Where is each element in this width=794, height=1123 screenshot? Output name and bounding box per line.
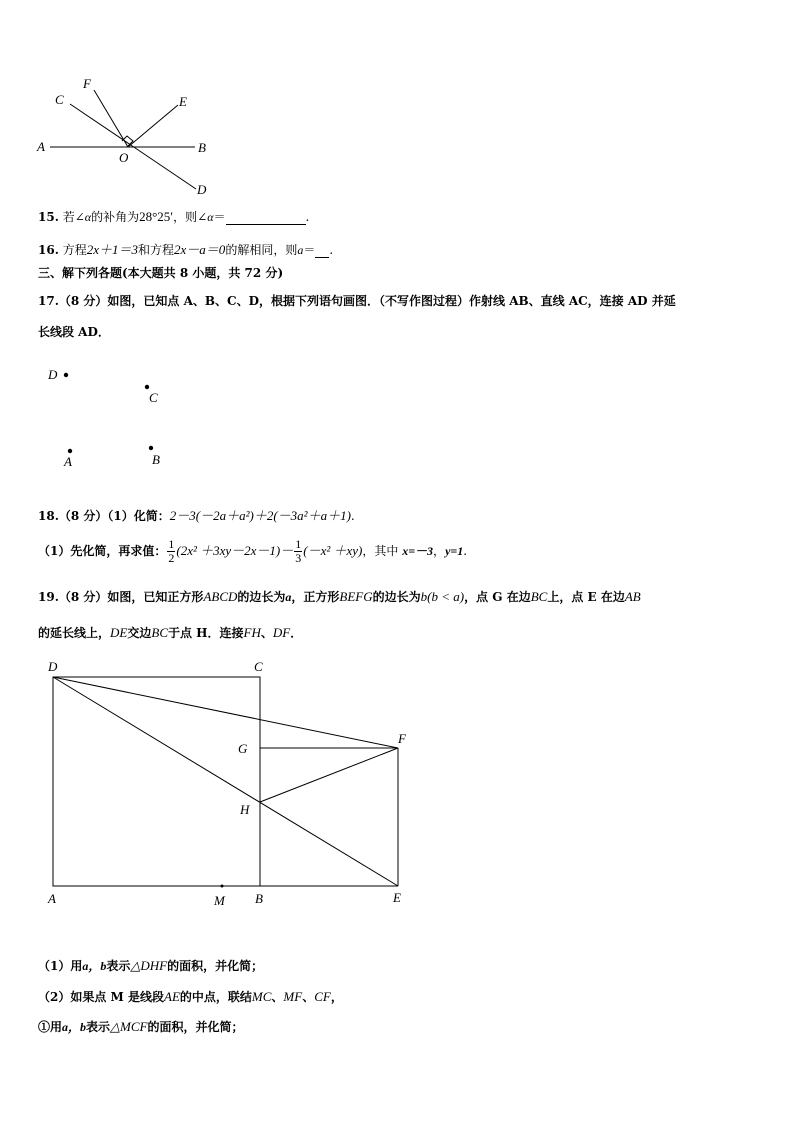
text: 方程 [62,243,87,257]
label-f: F [398,731,406,746]
text: 如图，已知点 A、B、C、D，根据下列语句画图．（不写作图过程）作射线 AB、直线 AC，连接 AD 并延 [107,294,676,308]
label-b: B [198,140,206,155]
label-o: O [119,150,129,165]
part-label: （1）先化简，再求值： [38,544,167,558]
text: ，则∠ [173,210,208,224]
label-e: E [393,890,401,905]
part-label: （1）用 [38,959,83,973]
text: ， [433,544,446,558]
segment-df: DF [272,625,291,640]
part-label: （2）如果点 M 是线段 [38,990,164,1004]
equals: ＝ [213,210,226,224]
question-number: 19. [38,590,59,604]
equation: 2x＋1＝3 [86,242,139,257]
text: 和方程 [138,243,175,257]
fraction-one-third: $\frac{1}{3}$ [295,537,302,565]
variable-a: a [285,590,292,604]
label-g: G [238,741,248,756]
equals: ＝ [303,243,316,257]
variables: a，b [82,959,107,973]
question-number: 18. [38,509,59,523]
variable: a [297,243,304,257]
text: 的面积，并化简； [147,1020,244,1034]
segment-df-line [53,677,398,748]
text: 的补角为 [91,210,140,224]
alpha: α [84,210,92,224]
label-d: D [197,182,207,197]
text: ，正方形 [291,590,340,604]
text: . [350,509,355,523]
label-a: A [64,454,72,469]
text: 表示 [86,1020,111,1034]
triangle-dhf: △DHF [130,958,168,973]
text: ，其中 [362,544,403,558]
label-a: A [37,139,45,154]
question-number: 16. [38,243,59,257]
equation: 2x－a＝0 [174,242,226,257]
label-d: D [48,659,58,674]
label-d: D [48,367,58,382]
label-f: F [83,76,91,91]
text: 的边长为 [237,590,286,604]
square-befg: BEFG [339,589,373,604]
text: 表示 [106,959,131,973]
text: ，点 G 在边 [464,590,531,604]
point-m [221,885,224,888]
text: 、 [260,626,273,640]
expression: (－x² ＋xy) [303,543,363,558]
question-number: 15. [38,210,59,224]
segment-hf-line [260,748,398,802]
score: （8 分） [58,590,108,604]
question-number: 17. [38,294,59,308]
text: 的延长线上， [38,626,111,640]
triangle-mcf: △MCF [110,1019,148,1034]
text: . [463,544,468,558]
text: 交边 [127,626,152,640]
score: （8 分） [58,509,108,523]
label-h: H [240,802,250,817]
segment-ae: AE [164,989,180,1004]
segment-bc: BC [530,589,548,604]
label-e: E [179,94,187,109]
square-abcd-shape [53,677,260,886]
text: 的中点，联结 [179,990,252,1004]
text: 上，点 E 在边 [547,590,625,604]
part-label: ①用 [38,1020,63,1034]
text: 、 [302,990,315,1004]
variables: a，b [62,1020,87,1034]
text: . [329,243,334,257]
segment-bc: BC [151,625,168,640]
section-title: 三、解下列各题(本大题共 8 小题，共 72 分) [38,266,284,280]
fraction-one-half: $\frac{1}{2}$ [168,537,175,565]
label-c: C [149,390,158,405]
label-b: B [255,891,263,906]
question-19-sub3 [38,1018,244,1035]
question-19-sub2 [38,988,343,1005]
text: 的边长为 [372,590,421,604]
segment-mf: MF [283,989,303,1004]
label-c: C [254,659,263,674]
text: 如图，已知正方形 [107,590,204,604]
segment-ab: AB [624,589,641,604]
text: . [305,210,310,224]
b-condition: b(b < a) [420,589,465,604]
question-17-line2: 长线段 AD． [38,325,110,339]
expression: 2－3(－2a＋a²)＋2(－3a²＋a＋1) [169,508,351,523]
label-c: C [55,92,64,107]
y-condition: y=1 [445,544,464,558]
segment-de-line [53,677,398,886]
text: ， [330,990,343,1004]
expression: (2x² ＋3xy－2x－1)－ [176,543,294,558]
segment-cf: CF [314,989,331,1004]
segment-fh: FH [243,625,261,640]
x-condition: x=－3 [402,544,434,558]
square-abcd: ABCD [203,589,238,604]
label-a: A [48,891,56,906]
text: 的解相同，则 [225,243,298,257]
text: ． [290,626,303,640]
text: 、 [271,990,284,1004]
angle-value: 28°25′ [139,209,174,224]
segment-mc: MC [251,989,272,1004]
label-m: M [214,893,225,908]
text: 的面积，并化简； [167,959,264,973]
segment-de: DE [110,625,128,640]
label-b: B [152,452,160,467]
score: （8 分） [58,294,108,308]
alpha: α [207,210,214,224]
question-19-sub1 [38,957,263,974]
text: 若∠ [62,210,85,224]
part-label: （1）化简： [107,509,170,523]
text: 于点 H．连接 [168,626,244,640]
